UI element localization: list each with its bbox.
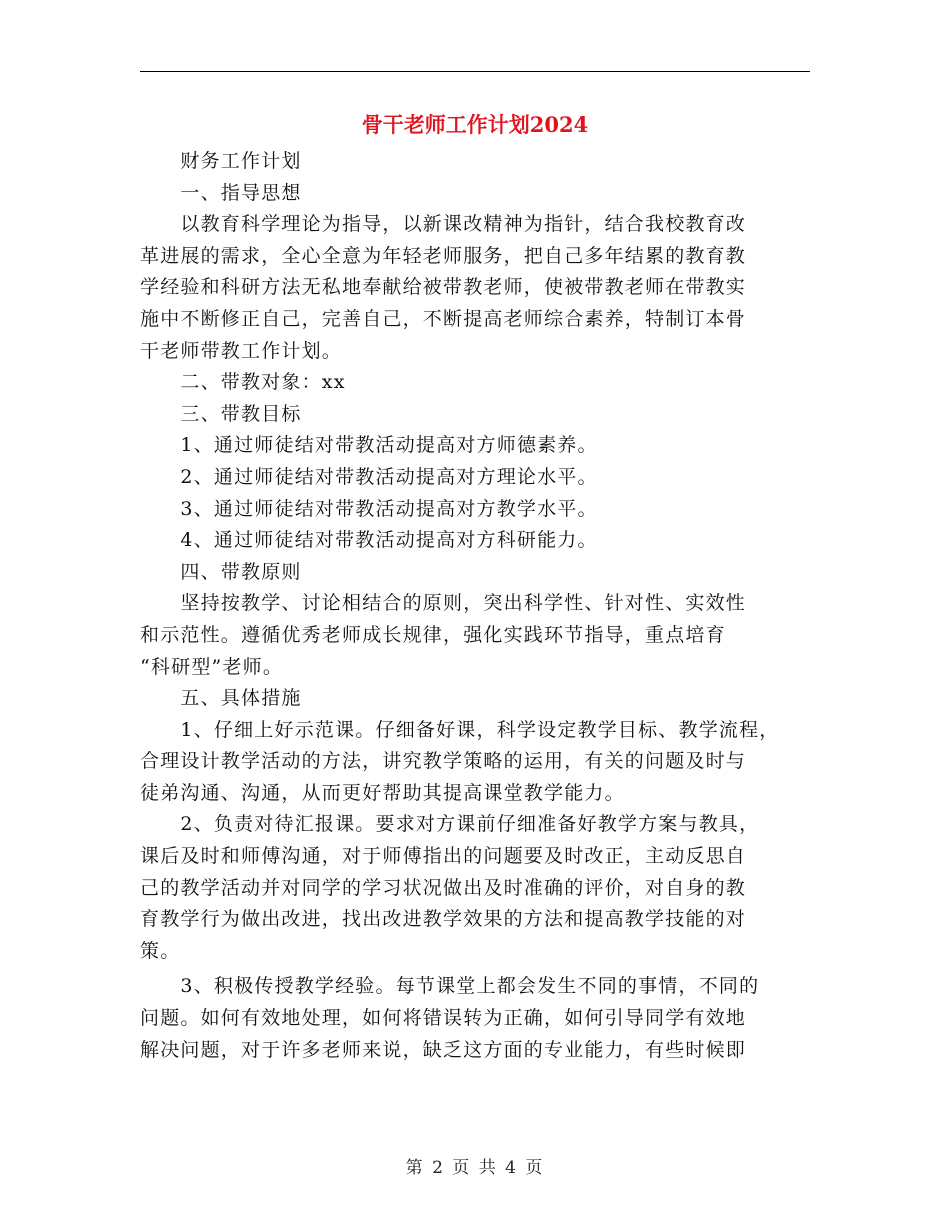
- body-line: 4、通过师徒结对带教活动提高对方科研能力。: [140, 529, 598, 552]
- body-line: 财务工作计划: [140, 150, 302, 172]
- body-line: 2、负责对待汇报课。要求对方课前仔细准备好教学方案与教具，: [140, 813, 760, 836]
- body-line: 革进展的需求，全心全意为年轻老师服务，把自己多年结累的教育教: [140, 244, 747, 267]
- body-line: 五、具体措施: [140, 687, 302, 710]
- body-line: 解决问题，对于许多老师来说，缺乏这方面的专业能力，有些时候即: [140, 1038, 747, 1061]
- body-line: 干老师带教工作计划。: [140, 339, 343, 362]
- body-line: 四、带教原则: [140, 560, 302, 583]
- body-line: 一、指导思想: [140, 181, 302, 204]
- body-line: 问题。如何有效地处理，如何将错误转为正确，如何引导同学有效地: [140, 1007, 747, 1030]
- body-line: 2、通过师徒结对带教活动提高对方理论水平。: [140, 465, 598, 488]
- body-line: 坚持按教学、讨论相结合的原则，突出科学性、针对性、实效性: [140, 592, 747, 615]
- page-number: 第 2 页 共 4 页: [405, 1158, 545, 1178]
- body-line: 以教育科学理论为指导，以新课改精神为指针，结合我校教育改: [140, 213, 747, 236]
- body-line: “科研型”老师。: [140, 655, 284, 678]
- body-line: 二、带教对象：xx: [140, 371, 346, 394]
- body-line: 3、积极传授教学经验。每节课堂上都会发生不同的事情，不同的: [140, 975, 760, 998]
- body-line: 施中不断修正自己，完善自己，不断提高老师综合素养，特制订本骨: [140, 307, 747, 330]
- document-title: 骨干老师工作计划2024: [361, 112, 589, 137]
- body-line: 己的教学活动并对同学的学习状况做出及时准确的评价，对自身的教: [140, 876, 747, 899]
- body-line: 和示范性。遵循优秀老师成长规律，强化实践环节指导，重点培育: [140, 623, 726, 646]
- body-line: 1、仔细上好示范课。仔细备好课，科学设定教学目标、教学流程，: [140, 718, 780, 741]
- body-line: 1、通过师徒结对带教活动提高对方师德素养。: [140, 434, 598, 457]
- body-line: 三、带教目标: [140, 402, 302, 425]
- header-rule: [140, 71, 810, 72]
- body-line: 课后及时和师傅沟通，对于师傅指出的问题要及时改正，主动反思自: [140, 845, 747, 868]
- body-line: 合理设计教学活动的方法，讲究教学策略的运用，有关的问题及时与: [140, 750, 747, 773]
- body-line: 徒弟沟通、沟通，从而更好帮助其提高课堂教学能力。: [140, 781, 625, 804]
- body-line: 3、通过师徒结对带教活动提高对方教学水平。: [140, 497, 598, 520]
- document-body: [140, 146, 812, 1066]
- body-line: 学经验和科研方法无私地奉献给被带教老师，使被带教老师在带教实: [140, 276, 747, 299]
- body-line: 育教学行为做出改进，找出改进教学效果的方法和提高教学技能的对: [140, 908, 747, 931]
- body-line: 策。: [140, 939, 181, 962]
